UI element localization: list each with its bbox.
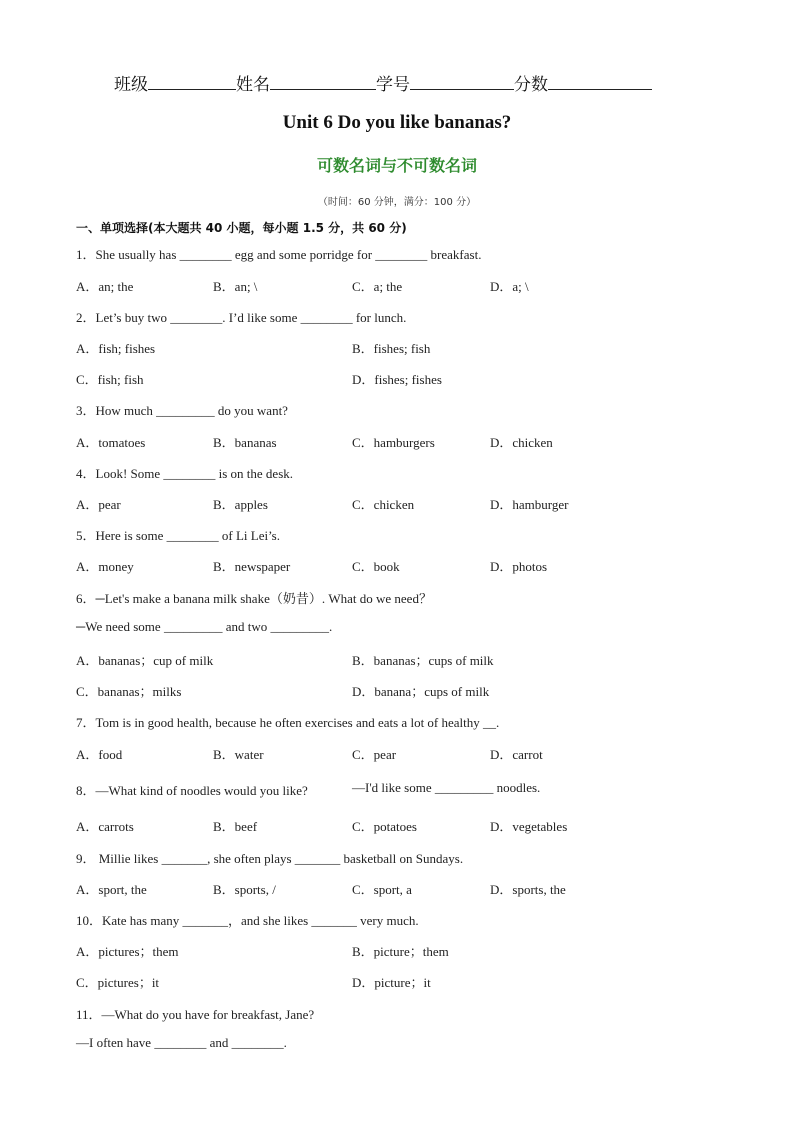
student-id-blank bbox=[410, 73, 514, 90]
question-11-stem-reply: —I often have ________ and ________. bbox=[76, 1035, 287, 1050]
name-label: 姓名 bbox=[236, 75, 270, 95]
question-7-option-b: B．water bbox=[213, 747, 264, 762]
question-6-stem-reply: ─We need some _________ and two _________. bbox=[76, 619, 333, 634]
question-10-stem: 10．Kate has many _______，and she likes _______ very much. bbox=[76, 913, 419, 928]
question-5-option-b: B．newspaper bbox=[213, 559, 291, 574]
question-10-option-a: A．pictures；them bbox=[76, 944, 179, 959]
question-3-option-d: D．chicken bbox=[490, 435, 553, 450]
question-4-option-d: D．hamburger bbox=[490, 497, 569, 512]
question-9-option-d: D．sports, the bbox=[490, 882, 566, 897]
question-6-stem: 6．─Let's make a banana milk shake（奶昔）. What do we need？ bbox=[76, 591, 432, 606]
question-1-option-a: A．an; the bbox=[76, 279, 134, 294]
question-4-option-b: B．apples bbox=[213, 497, 268, 512]
section-heading: 一、单项选择(本大题共 40 小题，每小题 1.5 分，共 60 分) bbox=[76, 221, 407, 235]
question-2-option-c: C．fish; fish bbox=[76, 372, 144, 387]
question-3-stem: 3．How much _________ do you want? bbox=[76, 403, 288, 418]
student-id-label: 学号 bbox=[376, 75, 410, 95]
question-4-option-c: C．chicken bbox=[352, 497, 415, 512]
question-8-stem: 8．—What kind of noodles would you like? bbox=[76, 783, 308, 798]
question-7-option-a: A．food bbox=[76, 747, 123, 762]
question-1-option-b: B．an; \ bbox=[213, 279, 258, 294]
question-8-option-c: C．potatoes bbox=[352, 819, 417, 834]
student-info-header bbox=[114, 70, 652, 95]
score-label: 分数 bbox=[514, 75, 548, 95]
question-1-option-d: D．a; \ bbox=[490, 279, 529, 294]
question-2-option-a: A．fish; fishes bbox=[76, 341, 156, 356]
question-10-option-d: D．picture；it bbox=[352, 975, 431, 990]
exam-meta: （时间：60 分钟，满分：100 分） bbox=[317, 197, 477, 208]
question-1-stem: 1．She usually has ________ egg and some porridge for ________ breakfast. bbox=[76, 247, 482, 262]
question-9-option-b: B．sports, / bbox=[213, 882, 276, 897]
question-4-stem: 4．Look! Some ________ is on the desk. bbox=[76, 466, 294, 481]
question-8-option-a: A．carrots bbox=[76, 819, 134, 834]
question-5-option-d: D．photos bbox=[490, 559, 548, 574]
name-blank bbox=[270, 73, 376, 90]
question-7-stem: 7．Tom is in good health, because he often exercises and eats a lot of healthy __. bbox=[76, 715, 500, 730]
question-9-stem: 9． Millie likes _______, she often plays _______ basketball on Sundays. bbox=[76, 851, 464, 866]
question-2-option-d: D．fishes; fishes bbox=[352, 372, 442, 387]
score-blank bbox=[548, 73, 652, 90]
question-6-option-d: D．banana；cups of milk bbox=[352, 684, 490, 699]
question-2-option-b: B．fishes; fish bbox=[352, 341, 431, 356]
question-1-option-c: C．a; the bbox=[352, 279, 403, 294]
question-6-option-a: A．bananas；cup of milk bbox=[76, 653, 214, 668]
question-9-option-a: A．sport, the bbox=[76, 882, 147, 897]
class-label: 班级 bbox=[114, 75, 148, 95]
question-2-stem: 2．Let’s buy two ________. I’d like some ________ for lunch. bbox=[76, 310, 407, 325]
page-title: Unit 6 Do you like bananas? bbox=[282, 112, 512, 133]
question-7-option-c: C．pear bbox=[352, 747, 397, 762]
question-5-option-a: A．money bbox=[76, 559, 134, 574]
page-subtitle: 可数名词与不可数名词 bbox=[316, 156, 477, 175]
question-10-option-c: C．pictures；it bbox=[76, 975, 160, 990]
question-10-option-b: B．picture；them bbox=[352, 944, 449, 959]
question-8-stem-reply: —I'd like some _________ noodles. bbox=[352, 780, 541, 795]
question-3-option-a: A．tomatoes bbox=[76, 435, 146, 450]
question-6-option-c: C．bananas；milks bbox=[76, 684, 182, 699]
question-5-stem: 5．Here is some ________ of Li Lei’s. bbox=[76, 528, 280, 543]
question-6-option-b: B．bananas；cups of milk bbox=[352, 653, 494, 668]
question-3-option-b: B．bananas bbox=[213, 435, 277, 450]
question-7-option-d: D．carrot bbox=[490, 747, 543, 762]
class-blank bbox=[148, 73, 236, 90]
question-9-option-c: C．sport, a bbox=[352, 882, 412, 897]
question-4-option-a: A．pear bbox=[76, 497, 121, 512]
question-5-option-c: C．book bbox=[352, 559, 400, 574]
question-8-option-b: B．beef bbox=[213, 819, 258, 834]
question-11-stem: 11．—What do you have for breakfast, Jane? bbox=[76, 1007, 315, 1022]
question-3-option-c: C．hamburgers bbox=[352, 435, 435, 450]
question-8-option-d: D．vegetables bbox=[490, 819, 568, 834]
